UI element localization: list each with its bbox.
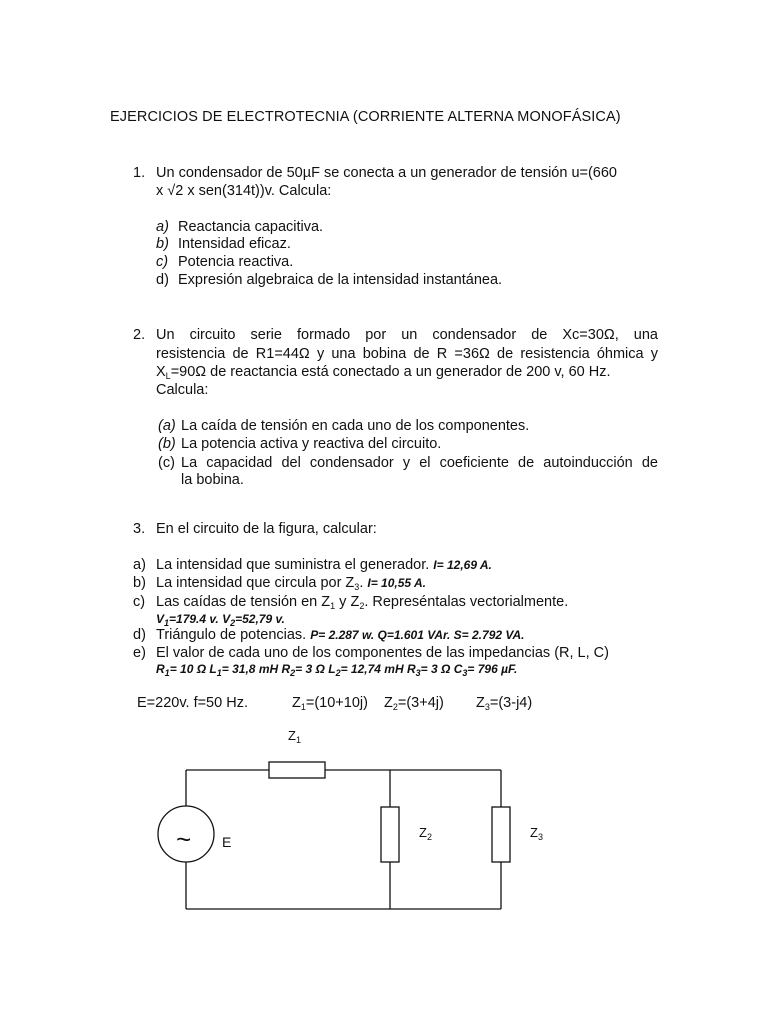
subscript: 1 bbox=[300, 702, 306, 712]
item-letter: d) bbox=[156, 272, 169, 288]
item-letter: b) bbox=[156, 236, 169, 252]
z-symbol: Z bbox=[292, 695, 301, 711]
answer-value: = 796 µF. bbox=[467, 662, 518, 676]
z3-label bbox=[530, 825, 543, 842]
answer-symbol: L bbox=[209, 662, 217, 676]
answer-value: = 10 Ω bbox=[169, 662, 210, 676]
subscript: 2 bbox=[392, 702, 398, 712]
exercise-text-line: Un condensador de 50µF se conecta a un generador de tensión u=(660 bbox=[156, 165, 617, 181]
answer-text: I= 10,55 A. bbox=[367, 576, 426, 590]
z-symbol: Z bbox=[419, 825, 427, 840]
subscript: 3 bbox=[354, 582, 360, 592]
xl-symbol: X bbox=[156, 364, 166, 380]
item-text: La caída de tensión en cada uno de los componentes. bbox=[181, 418, 530, 434]
item-text: La intensidad que circula por $Z_3$. I= 10,55 A. bbox=[156, 575, 426, 592]
xl-subscript: L bbox=[165, 371, 171, 381]
subscript: 2 bbox=[359, 601, 365, 611]
question-text: Las caídas de tensión en Z bbox=[156, 594, 331, 610]
subscript: 1 bbox=[164, 618, 170, 628]
item-letter: a) bbox=[133, 557, 146, 573]
exercise-text-line: x √2 x sen(314t))v. Calcula: bbox=[156, 183, 332, 199]
answer-value: =52,79 v. bbox=[235, 612, 285, 626]
subscript: 2 bbox=[290, 668, 296, 678]
subscript: 3 bbox=[484, 702, 490, 712]
z2-label bbox=[419, 825, 432, 842]
subscript: 2 bbox=[230, 618, 236, 628]
exercise-text-line: Calcula: bbox=[156, 382, 209, 398]
exercise-text-line: resistencia de R1=44Ω y una bobina de R =36Ω de resistencia óhmica y bbox=[156, 346, 658, 362]
z-value: =(10+10j) bbox=[305, 695, 368, 711]
z-value: =(3+4j) bbox=[397, 695, 444, 711]
answer-text: P= 2.287 w. Q=1.601 VAr. S= 2.792 VA. bbox=[310, 628, 525, 642]
item-text: Expresión algebraica de la intensidad instantánea. bbox=[178, 272, 503, 288]
z-symbol: Z bbox=[530, 825, 538, 840]
question-text: y Z bbox=[335, 594, 360, 610]
subscript: 1 bbox=[295, 735, 301, 745]
item-text-continued: la bobina. bbox=[181, 472, 244, 488]
z-value: =(3-j4) bbox=[489, 695, 533, 711]
question-text: La intensidad que suministra el generador. bbox=[156, 557, 430, 573]
question-text: . Represéntalas vectorialmente. bbox=[364, 594, 569, 610]
subscript: 3 bbox=[415, 668, 421, 678]
subscript: 3 bbox=[462, 668, 468, 678]
subscript: 1 bbox=[216, 668, 222, 678]
exercise-number: 1. bbox=[133, 165, 146, 181]
answer-value: = 3 Ω bbox=[295, 662, 329, 676]
sine-wave-icon: ~ bbox=[176, 824, 192, 854]
question-text: Triángulo de potencias. bbox=[156, 627, 307, 643]
item-text: La capacidad del condensador y el coeficiente de autoinducción de bbox=[181, 455, 658, 471]
z-symbol: Z bbox=[476, 695, 485, 711]
z-symbol: Z bbox=[288, 728, 296, 743]
item-letter: d) bbox=[133, 627, 146, 643]
z3-impedance bbox=[492, 807, 510, 862]
item-letter: a) bbox=[156, 219, 169, 235]
item-letter: c) bbox=[133, 594, 146, 610]
exercise-text-line: En el circuito de la figura, calcular: bbox=[156, 521, 377, 537]
answer-symbol: R bbox=[281, 662, 291, 676]
item-letter: b) bbox=[133, 575, 146, 591]
subscript: 1 bbox=[164, 668, 170, 678]
exercise-number: 3. bbox=[133, 521, 146, 537]
item-letter: e) bbox=[133, 645, 146, 661]
subscript: 2 bbox=[335, 668, 341, 678]
page-title: EJERCICIOS DE ELECTROTECNIA (CORRIENTE ALTERNA MONOFÁSICA) bbox=[110, 109, 621, 125]
answer-value: = 12,74 mH bbox=[340, 662, 407, 676]
answer-text: I= 12,69 A. bbox=[433, 558, 492, 572]
answer-value: = 31,8 mH bbox=[221, 662, 282, 676]
answer-symbol: R bbox=[156, 662, 165, 676]
answer-symbol: R bbox=[406, 662, 416, 676]
item-text: La potencia activa y reactiva del circuito. bbox=[181, 436, 442, 452]
item-letter: (c) bbox=[158, 455, 175, 471]
item-letter: c) bbox=[156, 254, 169, 270]
z1-impedance bbox=[269, 762, 325, 778]
answer-symbol: V bbox=[156, 612, 165, 626]
item-text: El valor de cada uno de los componentes de las impedancias (R, L, C) bbox=[156, 645, 609, 661]
question-text: La intensidad que circula por Z bbox=[156, 575, 355, 591]
item-text: Intensidad eficaz. bbox=[178, 236, 291, 252]
answer-symbol: C bbox=[453, 662, 463, 676]
z2-impedance bbox=[381, 807, 399, 862]
item-text: Potencia reactiva. bbox=[178, 254, 294, 270]
answer-symbol: L bbox=[328, 662, 336, 676]
xl-rest: =90Ω de reactancia está conectado a un generador de 200 v, 60 Hz. bbox=[170, 364, 611, 380]
subscript: 2 bbox=[426, 832, 432, 842]
source-label: E bbox=[222, 834, 232, 850]
item-letter: (b) bbox=[158, 436, 176, 452]
item-letter: (a) bbox=[158, 418, 176, 434]
z1-label bbox=[288, 728, 301, 745]
subscript: 1 bbox=[330, 601, 336, 611]
source-values: E=220v. f=50 Hz. bbox=[137, 695, 248, 711]
z-symbol: Z bbox=[384, 695, 393, 711]
subscript: 3 bbox=[537, 832, 543, 842]
answer-value: =179.4 v. V bbox=[169, 612, 231, 626]
exercise-number: 2. bbox=[133, 327, 146, 343]
exercise-text-line: Un circuito serie formado por un condensador de Xc=30Ω, una bbox=[156, 327, 658, 343]
item-text: Reactancia capacitiva. bbox=[178, 219, 324, 235]
answer-value: = 3 Ω bbox=[420, 662, 454, 676]
